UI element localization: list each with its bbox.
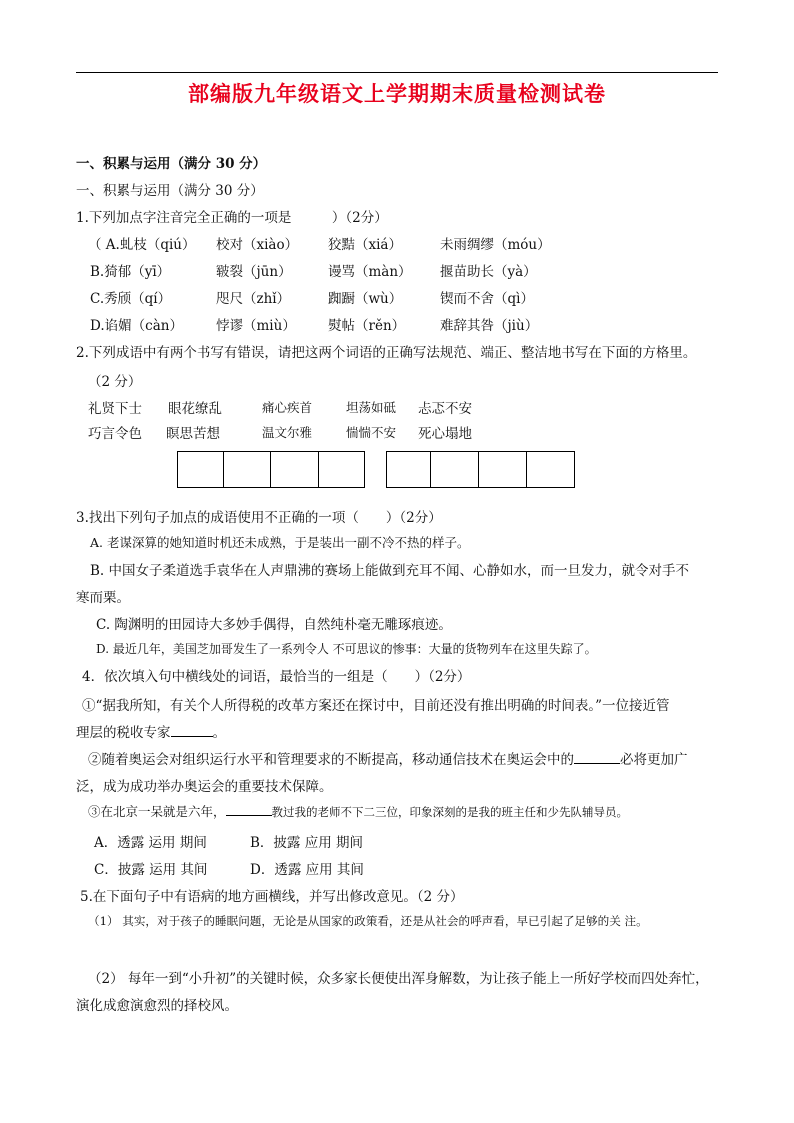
q4-s2-text: ②随着奥运会对组织运行水平和管理要求的不断提高，移动通信技术在奥运会中的 bbox=[88, 752, 574, 768]
q4-sentence-2-line2: 泛，成为成功举办奥运会的重要技术保障。 bbox=[76, 779, 333, 795]
q4-s3-start: ③在北京一呆就是六年， bbox=[88, 804, 226, 819]
grid-cell[interactable] bbox=[224, 452, 271, 487]
q4-s1-text: 理层的税收专家 bbox=[76, 725, 171, 741]
q4-sentence-1-line1: ①“据我所知，有关个人所得税的改革方案还在探讨中，目前还没有推出明确的时间表。”一位接近管 bbox=[82, 698, 670, 714]
blank-1[interactable] bbox=[171, 724, 213, 737]
q2-stem: 2.下列成语中有两个书写有错误，请把这两个词语的正确写法规范、端正、整洁地书写在下面的方格里。 bbox=[76, 345, 697, 361]
q4-s2-end: 必将更加广 bbox=[620, 752, 688, 768]
q1-opt-d-4: 难辞其咎（jiù） bbox=[440, 318, 539, 334]
q3-stem: 3.找出下列句子加点的成语使用不正确的一项（ ）（2分） bbox=[76, 510, 442, 526]
header-rule bbox=[76, 72, 718, 73]
idiom-1: 礼贤下士 bbox=[88, 401, 142, 417]
q1-opt-b-4: 揠苗助长（yà） bbox=[440, 264, 537, 280]
q1-opt-a-3: 狡黠（xiá） bbox=[328, 237, 402, 253]
q5-sentence-2-line1: （2） 每年一到“小升初”的关键时候，众多家长便使出浑身解数，为让孩子能上一所好学校而四处奔忙， bbox=[88, 971, 709, 987]
idiom-4: 坦荡如砥 bbox=[346, 400, 397, 415]
q2-score: （2 分） bbox=[88, 374, 142, 390]
q3-option-b-line1: B. 中国女子柔道选手袁华在人声鼎沸的赛场上能做到充耳不闻、心静如水，而一旦发力，就令对手不 bbox=[90, 563, 690, 579]
blank-3[interactable] bbox=[226, 803, 272, 816]
q4-option-b: B．披露 应用 期间 bbox=[250, 835, 364, 851]
q1-opt-b-1: B.猗郁（yī） bbox=[90, 264, 171, 280]
q1-opt-a-2: 校对（xiào） bbox=[216, 237, 299, 253]
q5-sentence-1: （1） 其实，对于孩子的睡眠问题，无论是从国家的政策看，还是从社会的呼声看，早已引起了足够的关 注。 bbox=[88, 914, 648, 928]
q4-s1-end: 。 bbox=[212, 725, 226, 741]
grid-cell[interactable] bbox=[178, 452, 224, 487]
q1-opt-d-3: 熨帖（rěn） bbox=[328, 318, 406, 334]
q4-sentence-1-line2 bbox=[76, 721, 226, 741]
q1-opt-d-1: D.谄媚（càn） bbox=[90, 318, 183, 334]
q1-opt-c-4: 锲而不舍（qì） bbox=[440, 291, 534, 307]
grid-cell[interactable] bbox=[431, 452, 479, 487]
q1-opt-c-3: 踟蹰（wù） bbox=[328, 291, 403, 307]
idiom-8: 温文尔雅 bbox=[262, 425, 313, 440]
blank-2[interactable] bbox=[574, 751, 620, 764]
grid-cell[interactable] bbox=[479, 452, 527, 487]
q4-s3-end: 教过我的老师不下二三位，印象深刻的是我的班主任和少先队辅导员。 bbox=[271, 805, 629, 819]
q1-opt-a-1: （ A.虬枝（qiú） bbox=[88, 237, 196, 253]
q5-stem: 5.在下面句子中有语病的地方画横线，并写出修改意见。（2 分） bbox=[80, 889, 464, 905]
q3-option-a: A. 老谋深算的她知道时机还未成熟，于是装出一副不冷不热的样子。 bbox=[90, 535, 470, 550]
idiom-7: 瞑思苦想 bbox=[166, 426, 220, 442]
q4-option-d: D．透露 应用 其间 bbox=[250, 862, 364, 878]
section-heading: 一、积累与运用（满分 30 分） bbox=[76, 183, 264, 199]
q4-stem: 4．依次填入句中横线处的词语，最恰当的一组是（ ）（2分） bbox=[82, 669, 471, 685]
q1-opt-b-2: 皲裂（jūn） bbox=[216, 264, 292, 280]
grid-cell[interactable] bbox=[271, 452, 319, 487]
idiom-10: 死心塌地 bbox=[418, 426, 472, 442]
q4-sentence-3 bbox=[88, 802, 628, 820]
q3-option-b-line2: 寒而栗。 bbox=[76, 590, 130, 606]
grid-cell[interactable] bbox=[387, 452, 431, 487]
q1-opt-b-3: 谩骂（màn） bbox=[328, 264, 412, 280]
q1-stem: 1.下列加点字注音完全正确的一项是 ）（2分） bbox=[76, 210, 388, 226]
idiom-6: 巧言令色 bbox=[88, 426, 142, 442]
q1-opt-d-2: 悖谬（miù） bbox=[216, 318, 296, 334]
q4-option-c: C．披露 运用 其间 bbox=[94, 862, 208, 878]
page-title: 部编版九年级语文上学期期末质量检测试卷 bbox=[188, 82, 606, 106]
q4-option-a: A．透露 运用 期间 bbox=[94, 835, 207, 851]
q4-sentence-2-line1 bbox=[88, 748, 688, 768]
q5-sentence-2-line2: 演化成愈演愈烈的择校风。 bbox=[76, 998, 238, 1014]
q1-opt-c-1: C.秀颀（qí） bbox=[90, 291, 172, 307]
q3-option-c: C. 陶渊明的田园诗大多妙手偶得，自然纯朴毫无雕琢痕迹。 bbox=[96, 617, 452, 633]
q1-opt-a-4: 未雨绸缪（móu） bbox=[440, 237, 551, 253]
answer-grid-right[interactable] bbox=[386, 451, 575, 488]
idiom-5: 忐忑不安 bbox=[418, 401, 472, 417]
answer-grid-left[interactable] bbox=[177, 451, 365, 488]
idiom-9: 惴惴不安 bbox=[346, 425, 397, 440]
q3-option-d: D. 最近几年，美国芝加哥发生了一系列令人 不可思议的惨事：大量的货物列车在这里失踪了。 bbox=[96, 642, 597, 656]
grid-cell[interactable] bbox=[527, 452, 574, 487]
section-heading-bold: 一、积累与运用（满分 30 分） bbox=[76, 156, 267, 172]
q1-opt-c-2: 咫尺（zhǐ） bbox=[216, 291, 291, 307]
grid-cell[interactable] bbox=[319, 452, 364, 487]
idiom-3: 痛心疾首 bbox=[262, 400, 313, 415]
idiom-2: 眼花缭乱 bbox=[168, 401, 222, 417]
